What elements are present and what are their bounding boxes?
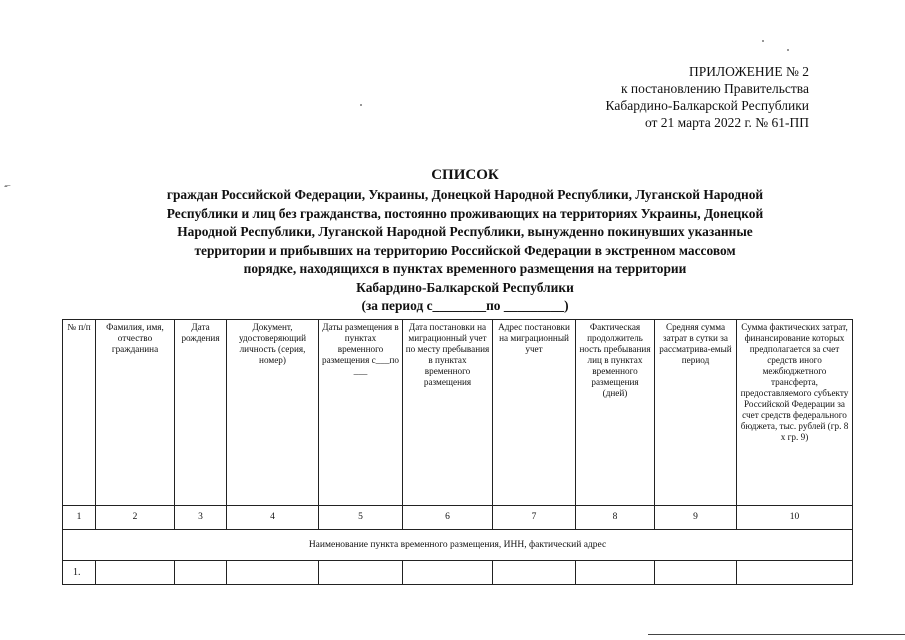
header-cell-stay-duration: Фактическая продолжитель ность пребывания лиц в пунктах временного размещения (дней) — [576, 320, 655, 506]
subtitle-line: граждан Российской Федерации, Украины, Донецкой Народной Республики, Луганской Народной — [166, 187, 764, 202]
table-cell — [737, 561, 853, 585]
table-cell — [319, 561, 403, 585]
scan-speck — [787, 49, 789, 51]
table-cell — [175, 561, 227, 585]
column-number: 4 — [227, 506, 319, 530]
section-row — [63, 530, 853, 561]
column-number: 3 — [175, 506, 227, 530]
section-label: Наименование пункта временного размещения, ИНН, фактический адрес — [63, 530, 853, 561]
table-cell — [227, 561, 319, 585]
column-number-row — [63, 506, 853, 530]
column-number: 6 — [403, 506, 493, 530]
scan-speck — [360, 104, 362, 106]
subtitle-line: Республики и лиц без гражданства, постоянно проживающих на территориях Украины, Донецкой — [166, 205, 764, 221]
appendix-date: от 21 марта 2022 г. № 61-ПП — [644, 115, 809, 130]
appendix-number: ПРИЛОЖЕНИЕ № 2 — [688, 64, 809, 79]
header-cell-full-name: Фамилия, имя, отчество гражданина — [96, 320, 175, 506]
table-cell — [403, 561, 493, 585]
header-cell-registration-address: Адрес постановки на миграционный учет — [493, 320, 576, 506]
header-cell-daily-cost: Средняя сумма затрат в сутки за рассматрива-емый период — [655, 320, 737, 506]
column-number: 10 — [737, 506, 853, 530]
header-cell-birth-date: Дата рождения — [175, 320, 227, 506]
column-number: 9 — [655, 506, 737, 530]
header-cell-placement-dates: Даты размещения в пунктах временного размещения с___по ___ — [319, 320, 403, 506]
table-cell — [576, 561, 655, 585]
column-number: 1 — [63, 506, 96, 530]
table-cell — [96, 561, 175, 585]
registry-table — [62, 319, 853, 585]
scan-speck — [762, 40, 764, 42]
appendix-reference: к постановлению Правительства — [620, 81, 809, 96]
document-subtitle — [120, 186, 810, 297]
table-row — [63, 561, 853, 585]
reporting-period: (за период с________по _________) — [361, 298, 569, 313]
document-title-block — [120, 166, 810, 315]
header-cell-number: № п/п — [63, 320, 96, 506]
header-row — [63, 320, 853, 506]
document-title: СПИСОК — [431, 167, 499, 183]
subtitle-line: Народной Республики, Луганской Народной Республики, вынужденно покинувших указанные — [177, 224, 753, 239]
header-cell-id-document: Документ, удостоверяющий личность (серия, номер) — [227, 320, 319, 506]
column-number: 2 — [96, 506, 175, 530]
column-number: 8 — [576, 506, 655, 530]
subtitle-line: территории и прибывших на территорию Российской Федерации в экстренном массовом — [194, 242, 736, 258]
table-cell — [655, 561, 737, 585]
column-number: 5 — [319, 506, 403, 530]
table-cell — [493, 561, 576, 585]
margin-mark: -̶ — [4, 180, 8, 192]
appendix-republic: Кабардино-Балкарской Республики — [605, 98, 809, 113]
subtitle-line: Кабардино-Балкарской Республики — [356, 279, 574, 295]
column-number: 7 — [493, 506, 576, 530]
appendix-header — [479, 63, 809, 131]
header-cell-total-cost: Сумма фактических затрат, финансирование которых предполагается за счет средств иного межбюджетного трансферта, предоставляемого субъекту Российской Федерации за счет средств федерального бюджета, тыс. рублей (гр. 8 х гр. 9) — [737, 320, 853, 506]
bottom-rule — [648, 634, 905, 635]
header-cell-registration-date: Дата постановки на миграционный учет по месту пребывания в пунктах временного размещения — [403, 320, 493, 506]
subtitle-line: порядке, находящихся в пунктах временного размещения на территории — [243, 261, 687, 276]
row-number: 1. — [63, 561, 96, 585]
